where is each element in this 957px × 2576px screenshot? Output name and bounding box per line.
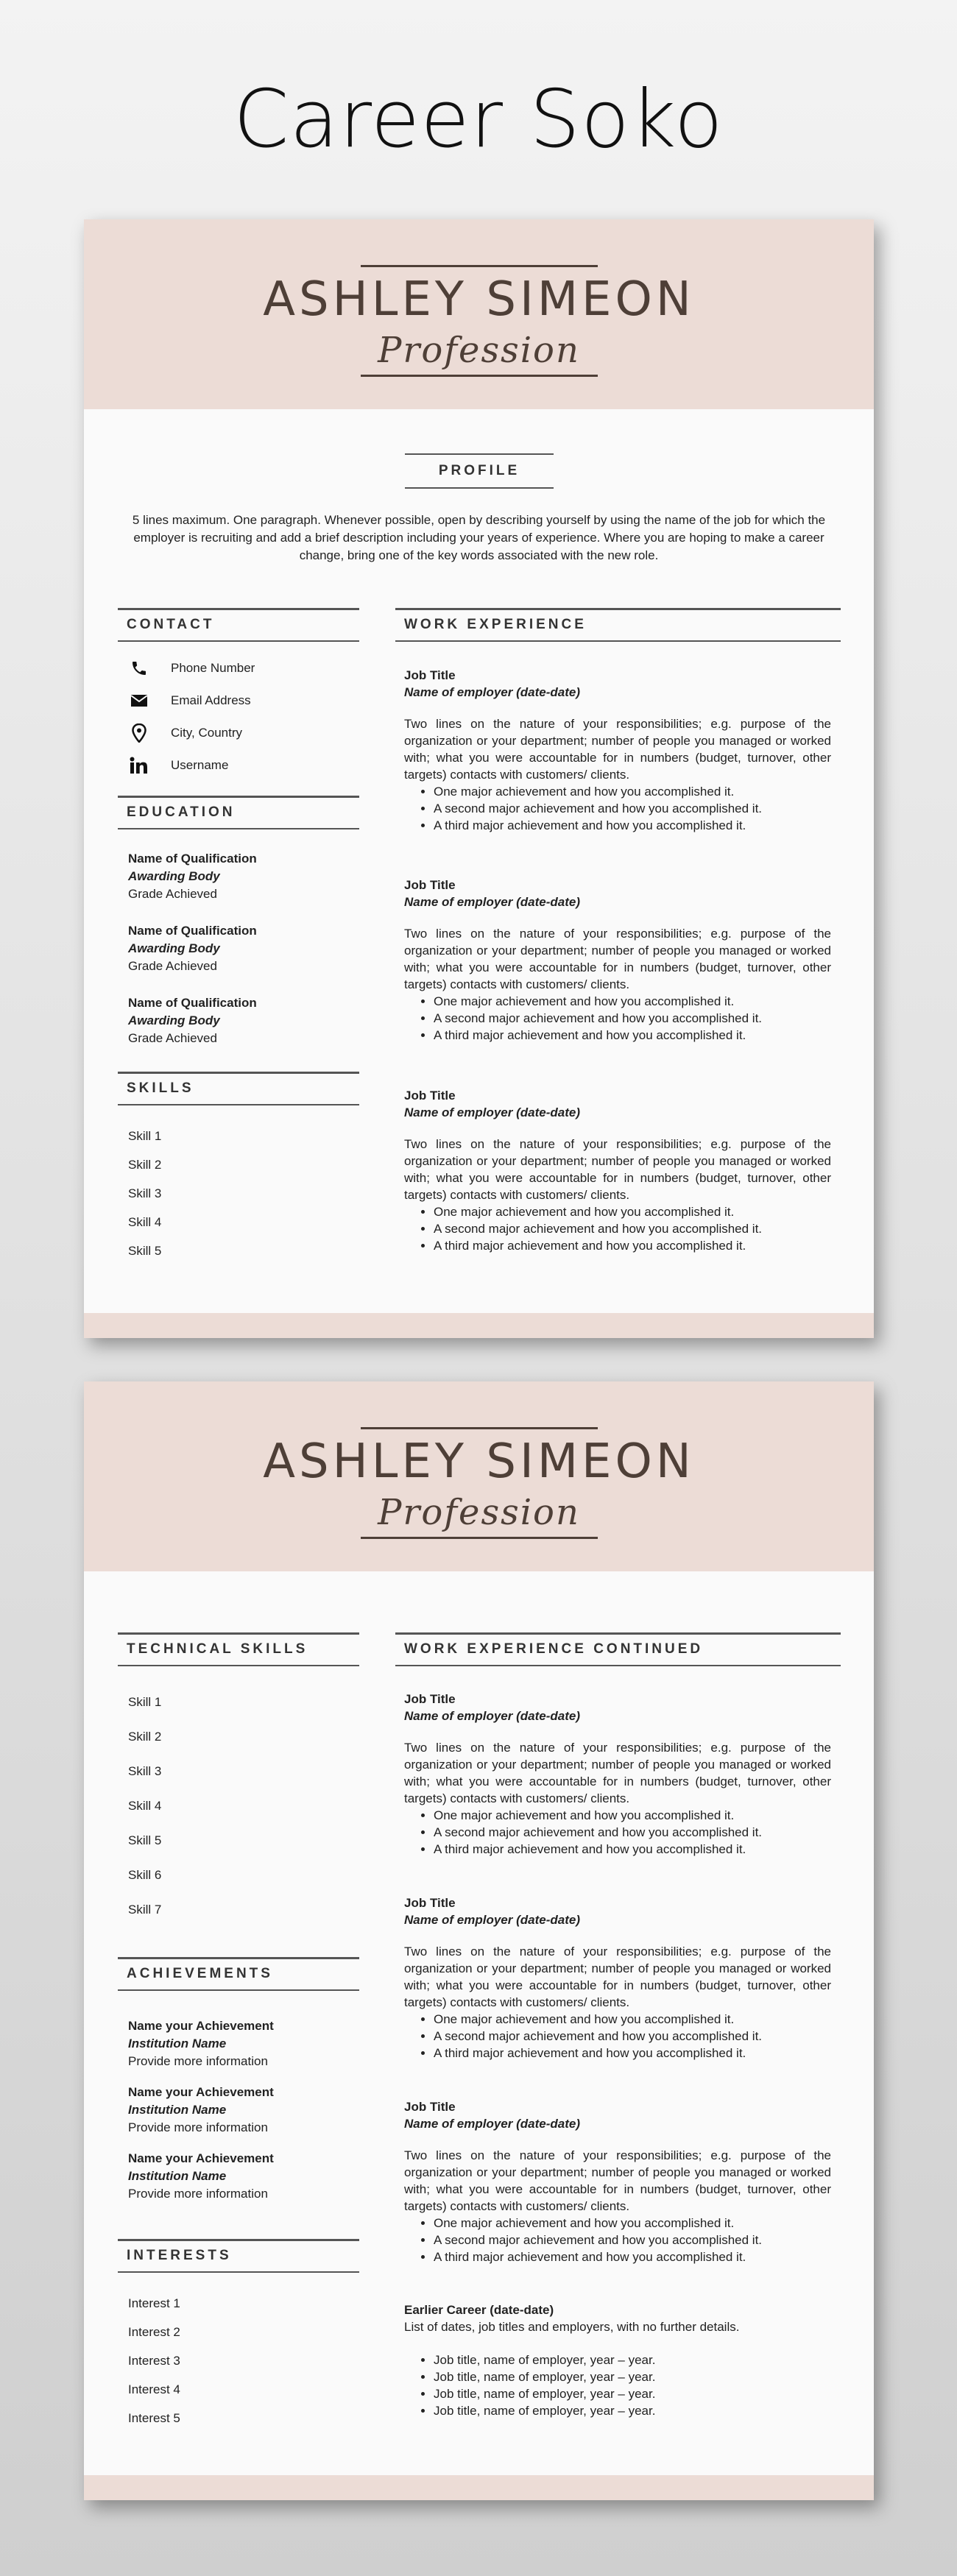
achievement-entry	[128, 2150, 356, 2203]
resume-page-1	[84, 219, 874, 1338]
earlier-career-title: Earlier Career (date-date)	[404, 2303, 554, 2317]
achievement-entry	[128, 2017, 356, 2070]
job-employer: Name of employer (date-date)	[404, 895, 580, 909]
resume-profession: Profession	[378, 1492, 580, 1533]
achievement-list	[434, 2011, 831, 2062]
technical-skills-heading: TECHNICAL SKILLS	[118, 1632, 359, 1666]
job-entry	[404, 1691, 831, 1858]
resume-header	[84, 219, 874, 409]
work-experience-continued-heading: WORK EXPERIENCE CONTINUED	[395, 1632, 841, 1666]
interest-item: Interest 1	[128, 2296, 180, 2310]
achievement-item: • A second major achievement and how you accomplished it.	[434, 1220, 831, 1237]
qualification-name: Name of Qualification	[128, 996, 257, 1010]
skill-item: Skill 5	[128, 1244, 162, 1258]
achievement-info: Provide more information	[128, 2187, 268, 2201]
page-footer-band	[84, 1313, 874, 1338]
header-top-rule	[361, 1427, 598, 1429]
education-item	[128, 994, 349, 1047]
achievement-name: Name your Achievement	[128, 2151, 274, 2165]
job-employer: Name of employer (date-date)	[404, 2117, 580, 2131]
achievement-list	[434, 783, 831, 834]
achievement-item: • A second major achievement and how you accomplished it.	[434, 2232, 831, 2248]
earlier-career-subtitle: List of dates, job titles and employers, with no further details.	[404, 2320, 740, 2334]
awarding-body: Awarding Body	[128, 1013, 220, 1027]
awarding-body: Awarding Body	[128, 941, 220, 955]
skills-heading: SKILLS	[118, 1072, 359, 1105]
interest-item: Interest 3	[128, 2354, 180, 2368]
achievement-item: • One major achievement and how you accomplished it.	[434, 2011, 831, 2028]
achievement-item: • A third major achievement and how you accomplished it.	[434, 2045, 831, 2062]
resume-page-2	[84, 1381, 874, 2500]
profile-text: 5 lines maximum. One paragraph. Whenever possible, open by describing yourself by using the name of the job for which the employer is recruiting and add a brief description including your years of experience. Where you are hoping to make a career change, bring one of the key words associated with the new role.	[132, 513, 826, 562]
job-entry	[404, 667, 831, 834]
job-title: Job Title	[404, 1896, 456, 1910]
resume-profession: Profession	[378, 330, 580, 371]
technical-skill-item: Skill 1	[128, 1695, 162, 1709]
email-icon	[128, 690, 150, 711]
earlier-career-item: • Job title, name of employer, year – year.	[434, 2352, 831, 2368]
phone-icon	[128, 658, 150, 679]
institution-name: Institution Name	[128, 2169, 227, 2183]
education-heading: EDUCATION	[118, 796, 359, 829]
grade-achieved: Grade Achieved	[128, 959, 217, 973]
skill-item: Skill 3	[128, 1186, 162, 1200]
job-employer: Name of employer (date-date)	[404, 1105, 580, 1119]
achievement-item: • One major achievement and how you accomplished it.	[434, 1807, 831, 1824]
technical-skill-item: Skill 3	[128, 1764, 162, 1778]
technical-skill-item: Skill 4	[128, 1799, 162, 1813]
achievement-name: Name your Achievement	[128, 2085, 274, 2099]
contact-location-label: City, Country	[171, 726, 242, 740]
awarding-body: Awarding Body	[128, 869, 220, 883]
achievement-item: • A second major achievement and how you accomplished it.	[434, 1824, 831, 1841]
grade-achieved: Grade Achieved	[128, 1031, 217, 1045]
qualification-name: Name of Qualification	[128, 924, 257, 938]
job-description: Two lines on the nature of your responsibilities; e.g. purpose of the organization or your department; number of people you managed or worked with; what you were accountable for in numbers (budget, turnover, other targets) contacts with customers/ clients.	[404, 2148, 831, 2213]
contact-heading: CONTACT	[118, 608, 359, 642]
work-experience-heading: WORK EXPERIENCE	[395, 608, 841, 642]
job-description: Two lines on the nature of your responsibilities; e.g. purpose of the organization or your department; number of people you managed or worked with; what you were accountable for in numbers (budget, turnover, other targets) contacts with customers/ clients.	[404, 1137, 831, 1202]
contact-linkedin-label: Username	[171, 758, 229, 772]
achievement-item: • A third major achievement and how you accomplished it.	[434, 1027, 831, 1044]
interest-item: Interest 2	[128, 2325, 180, 2339]
job-description: Two lines on the nature of your responsibilities; e.g. purpose of the organization or your department; number of people you managed or worked with; what you were accountable for in numbers (budget, turnover, other targets) contacts with customers/ clients.	[404, 1945, 831, 2009]
skill-item: Skill 4	[128, 1215, 162, 1229]
achievement-item: • One major achievement and how you accomplished it.	[434, 993, 831, 1010]
interests-heading: INTERESTS	[118, 2239, 359, 2273]
job-title: Job Title	[404, 1692, 456, 1706]
job-entry	[404, 1087, 831, 1254]
achievement-info: Provide more information	[128, 2054, 268, 2068]
achievements-heading: ACHIEVEMENTS	[118, 1957, 359, 1991]
linkedin-icon	[128, 755, 150, 776]
achievement-item: • A third major achievement and how you accomplished it.	[434, 2248, 831, 2265]
grade-achieved: Grade Achieved	[128, 887, 217, 901]
earlier-career-list	[434, 2352, 831, 2419]
location-icon	[128, 723, 150, 743]
interest-item: Interest 5	[128, 2411, 180, 2425]
header-bottom-rule	[361, 1537, 598, 1539]
achievement-list	[434, 2215, 831, 2265]
achievement-item: • A second major achievement and how you accomplished it.	[434, 800, 831, 817]
qualification-name: Name of Qualification	[128, 852, 257, 866]
profile-heading: PROFILE	[405, 453, 554, 489]
job-entry	[404, 877, 831, 1044]
technical-skill-item: Skill 2	[128, 1730, 162, 1744]
header-bottom-rule	[361, 375, 598, 377]
job-entry	[404, 2098, 831, 2265]
achievement-name: Name your Achievement	[128, 2019, 274, 2033]
resume-name: ASHLEY SIMEON	[263, 1434, 695, 1489]
achievement-list	[434, 993, 831, 1044]
earlier-career-item: • Job title, name of employer, year – year.	[434, 2385, 831, 2402]
brand-title: Career Soko	[233, 74, 724, 166]
header-top-rule	[361, 265, 598, 267]
earlier-career-item: • Job title, name of employer, year – year.	[434, 2402, 831, 2419]
job-description: Two lines on the nature of your responsibilities; e.g. purpose of the organization or your department; number of people you managed or worked with; what you were accountable for in numbers (budget, turnover, other targets) contacts with customers/ clients.	[404, 717, 831, 782]
job-title: Job Title	[404, 1089, 456, 1103]
achievement-entry	[128, 2084, 356, 2137]
resume-header	[84, 1381, 874, 1571]
job-employer: Name of employer (date-date)	[404, 1913, 580, 1927]
achievement-item: • A third major achievement and how you accomplished it.	[434, 817, 831, 834]
technical-skill-item: Skill 6	[128, 1868, 162, 1882]
job-employer: Name of employer (date-date)	[404, 1709, 580, 1723]
job-title: Job Title	[404, 878, 456, 892]
achievement-info: Provide more information	[128, 2120, 268, 2134]
education-item	[128, 922, 349, 975]
skill-item: Skill 2	[128, 1158, 162, 1172]
job-employer: Name of employer (date-date)	[404, 685, 580, 699]
technical-skill-item: Skill 5	[128, 1833, 162, 1847]
resume-name: ASHLEY SIMEON	[263, 272, 695, 327]
job-description: Two lines on the nature of your responsibilities; e.g. purpose of the organization or your department; number of people you managed or worked with; what you were accountable for in numbers (budget, turnover, other targets) contacts with customers/ clients.	[404, 927, 831, 991]
achievement-item: • A third major achievement and how you accomplished it.	[434, 1237, 831, 1254]
technical-skill-item: Skill 7	[128, 1903, 162, 1917]
job-description: Two lines on the nature of your responsibilities; e.g. purpose of the organization or your department; number of people you managed or worked with; what you were accountable for in numbers (budget, turnover, other targets) contacts with customers/ clients.	[404, 1741, 831, 1805]
earlier-career	[404, 2301, 831, 2419]
achievement-item: • One major achievement and how you accomplished it.	[434, 1203, 831, 1220]
achievement-item: • A third major achievement and how you accomplished it.	[434, 1841, 831, 1858]
job-entry	[404, 1894, 831, 2062]
page-footer-band	[84, 2475, 874, 2500]
contact-email-label: Email Address	[171, 693, 251, 707]
job-title: Job Title	[404, 2100, 456, 2114]
interest-item: Interest 4	[128, 2382, 180, 2396]
skill-item: Skill 1	[128, 1129, 162, 1143]
education-item	[128, 850, 349, 903]
achievement-list	[434, 1203, 831, 1254]
achievement-item: • A second major achievement and how you accomplished it.	[434, 2028, 831, 2045]
job-title: Job Title	[404, 668, 456, 682]
achievement-list	[434, 1807, 831, 1858]
achievement-item: • A second major achievement and how you accomplished it.	[434, 1010, 831, 1027]
institution-name: Institution Name	[128, 2103, 227, 2117]
earlier-career-item: • Job title, name of employer, year – year.	[434, 2368, 831, 2385]
achievement-item: • One major achievement and how you accomplished it.	[434, 2215, 831, 2232]
institution-name: Institution Name	[128, 2037, 227, 2050]
contact-phone-label: Phone Number	[171, 661, 255, 675]
achievement-item: • One major achievement and how you accomplished it.	[434, 783, 831, 800]
